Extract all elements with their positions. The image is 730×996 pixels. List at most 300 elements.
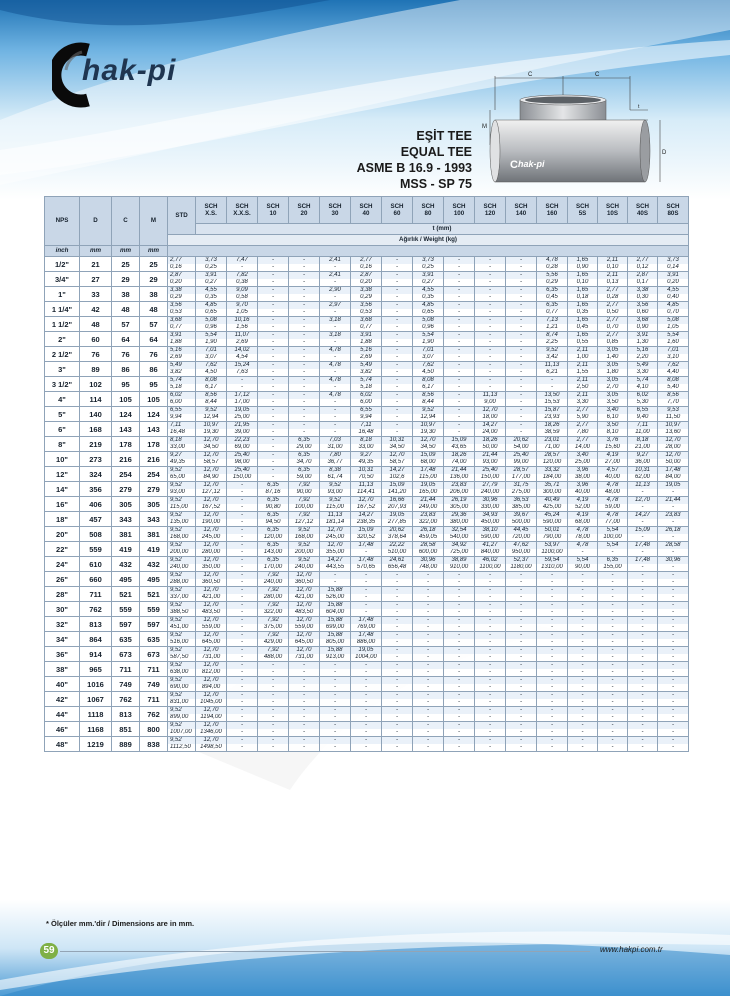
thickness-cell: 2,87 <box>628 272 658 280</box>
thickness-cell: - <box>475 677 506 685</box>
thickness-cell: 9,52 <box>168 512 196 520</box>
m-header: M <box>140 197 168 246</box>
thickness-cell: - <box>628 722 658 730</box>
weight-cell: 54,00 <box>506 444 537 452</box>
weight-cell: 1,60 <box>658 339 689 347</box>
weight-cell: 0,35 <box>413 294 444 302</box>
dim-d-label: D <box>662 150 667 156</box>
weight-cell: 0,12 <box>628 264 658 272</box>
table-row <box>45 257 689 265</box>
weight-cell: 1100,00 <box>537 549 568 557</box>
thickness-cell: 2,77 <box>168 257 196 265</box>
thickness-cell: - <box>506 287 537 295</box>
thickness-cell: - <box>568 617 598 625</box>
dim-m-label: M <box>482 124 487 130</box>
row-c: 749 <box>112 677 140 692</box>
row-d: 356 <box>80 482 112 497</box>
thickness-cell: 23,83 <box>444 482 475 490</box>
thickness-cell: - <box>537 647 568 655</box>
row-d: 168 <box>80 422 112 437</box>
thickness-cell: - <box>444 287 475 295</box>
weight-cell: - <box>382 594 413 602</box>
thickness-cell: 6,35 <box>258 497 289 505</box>
thickness-cell: 25,40 <box>475 467 506 475</box>
thickness-cell: - <box>351 602 382 610</box>
weight-cell: 21,00 <box>628 444 658 452</box>
weight-cell: - <box>537 669 568 677</box>
thickness-cell: 2,41 <box>320 257 351 265</box>
weight-cell: 559,00 <box>289 624 320 632</box>
weight-cell: 748,00 <box>413 564 444 572</box>
row-nps: 2" <box>45 332 80 347</box>
weight-cell: - <box>475 684 506 692</box>
sch-header: SCH 80 <box>413 197 444 224</box>
thickness-cell: 9,52 <box>168 722 196 730</box>
weight-cell: 0,35 <box>568 309 598 317</box>
thickness-cell: - <box>320 407 351 415</box>
weight-cell: - <box>320 309 351 317</box>
thickness-cell: 4,19 <box>568 512 598 520</box>
thickness-cell: 6,35 <box>258 542 289 550</box>
thickness-cell: - <box>475 257 506 265</box>
thickness-cell: - <box>598 617 628 625</box>
thickness-cell: - <box>413 677 444 685</box>
thickness-cell: - <box>628 692 658 700</box>
row-m: 29 <box>140 272 168 287</box>
row-c: 216 <box>112 452 140 467</box>
thickness-cell: - <box>598 677 628 685</box>
thickness-cell: - <box>658 737 689 745</box>
weight-cell: - <box>537 684 568 692</box>
weight-cell: 94,50 <box>258 519 289 527</box>
weight-cell: - <box>475 294 506 302</box>
weight-cell: - <box>382 384 413 392</box>
weight-cell: - <box>506 264 537 272</box>
weight-cell: - <box>568 714 598 722</box>
weight-cell: - <box>444 339 475 347</box>
thickness-cell: 19,05 <box>351 647 382 655</box>
table-row <box>45 497 689 505</box>
thickness-cell: 8,08 <box>196 377 227 385</box>
thickness-cell: - <box>506 677 537 685</box>
thickness-cell: 6,02 <box>628 392 658 400</box>
thickness-cell: 12,70 <box>351 497 382 505</box>
thickness-cell: - <box>628 587 658 595</box>
weight-cell: 812,00 <box>196 669 227 677</box>
thickness-cell: 27,79 <box>475 482 506 490</box>
thickness-cell: 7,92 <box>258 572 289 580</box>
weight-cell: - <box>568 654 598 662</box>
weight-cell: - <box>351 594 382 602</box>
table-row <box>45 662 689 670</box>
weight-cell: 0,28 <box>537 264 568 272</box>
title-standard: ASME B 16.9 - 1993 <box>356 161 472 175</box>
table-row <box>45 377 689 385</box>
thickness-cell: 14,27 <box>320 557 351 565</box>
weight-cell: 2,69 <box>227 339 258 347</box>
thickness-cell: - <box>444 707 475 715</box>
thickness-cell: 3,91 <box>413 272 444 280</box>
weight-cell: - <box>658 714 689 722</box>
weight-cell: 360,50 <box>289 579 320 587</box>
weight-cell: 4,50 <box>413 369 444 377</box>
weight-cell: - <box>413 639 444 647</box>
weight-cell: 245,00 <box>196 534 227 542</box>
thickness-cell: 12,70 <box>196 677 227 685</box>
table-row <box>45 632 689 640</box>
thickness-cell: 9,52 <box>168 707 196 715</box>
row-c: 279 <box>112 482 140 497</box>
thickness-cell: 20,62 <box>506 437 537 445</box>
thickness-cell: 15,09 <box>413 452 444 460</box>
weight-cell: - <box>444 579 475 587</box>
website-link[interactable]: www.hakpi.com.tr <box>600 945 663 954</box>
row-nps: 22" <box>45 542 80 557</box>
thickness-cell: 4,55 <box>658 287 689 295</box>
thickness-cell: 12,70 <box>196 722 227 730</box>
thickness-cell: 12,70 <box>196 617 227 625</box>
thickness-cell: - <box>351 677 382 685</box>
thickness-cell: - <box>444 332 475 340</box>
weight-cell: 93,00 <box>475 459 506 467</box>
weight-cell: 587,50 <box>168 654 196 662</box>
thickness-cell: 3,38 <box>628 287 658 295</box>
thickness-cell: 3,68 <box>628 317 658 325</box>
weight-cell: - <box>506 324 537 332</box>
weight-cell: - <box>289 399 320 407</box>
thickness-cell: 11,13 <box>628 482 658 490</box>
thickness-cell: 7,47 <box>227 257 258 265</box>
weight-cell: 526,00 <box>320 594 351 602</box>
row-d: 914 <box>80 647 112 662</box>
thickness-cell: - <box>506 362 537 370</box>
row-c: 254 <box>112 467 140 482</box>
thickness-cell: 6,35 <box>289 452 320 460</box>
thickness-cell: - <box>628 707 658 715</box>
row-nps: 46" <box>45 722 80 737</box>
weight-cell: 2,69 <box>168 354 196 362</box>
thickness-cell: 6,55 <box>168 407 196 415</box>
brand-name: hak-pi <box>82 54 177 87</box>
weight-cell: 0,77 <box>351 324 382 332</box>
thickness-cell: - <box>289 407 320 415</box>
thickness-cell: 34,93 <box>475 512 506 520</box>
unit-mm: mm <box>112 246 140 257</box>
row-m: 343 <box>140 512 168 527</box>
row-d: 89 <box>80 362 112 377</box>
weight-cell: - <box>444 429 475 437</box>
weight-cell: 0,27 <box>196 279 227 287</box>
weight-cell: 127,12 <box>289 519 320 527</box>
thickness-cell: 9,52 <box>320 482 351 490</box>
weight-cell: 320,52 <box>351 534 382 542</box>
thickness-cell: 25,40 <box>227 467 258 475</box>
weight-cell: 16,48 <box>168 429 196 437</box>
weight-cell: - <box>289 744 320 752</box>
thickness-cell: - <box>320 692 351 700</box>
row-d: 21 <box>80 257 112 272</box>
thickness-cell: - <box>628 617 658 625</box>
weight-cell: - <box>598 699 628 707</box>
weight-cell: - <box>258 309 289 317</box>
thickness-cell: 12,70 <box>196 527 227 535</box>
thickness-cell: - <box>351 572 382 580</box>
thickness-cell: - <box>382 662 413 670</box>
weight-cell: 70,50 <box>351 474 382 482</box>
thickness-cell: - <box>382 302 413 310</box>
row-nps: 16" <box>45 497 80 512</box>
thickness-cell: 19,05 <box>658 482 689 490</box>
thickness-cell: 6,35 <box>289 437 320 445</box>
row-m: 216 <box>140 452 168 467</box>
thickness-cell: - <box>475 332 506 340</box>
weight-cell: - <box>320 369 351 377</box>
weight-cell: - <box>568 744 598 752</box>
thickness-cell: 34,92 <box>444 542 475 550</box>
thickness-cell: 7,11 <box>628 422 658 430</box>
weight-cell: - <box>258 354 289 362</box>
thickness-cell: 7,03 <box>320 437 351 445</box>
thickness-cell: 2,11 <box>568 347 598 355</box>
row-c: 305 <box>112 497 140 512</box>
thickness-cell: 21,44 <box>658 497 689 505</box>
thickness-cell: 3,56 <box>628 302 658 310</box>
weight-cell: 805,00 <box>320 639 351 647</box>
weight-cell: - <box>658 654 689 662</box>
row-d: 457 <box>80 512 112 527</box>
thickness-cell: - <box>227 677 258 685</box>
thickness-cell: - <box>351 662 382 670</box>
weight-cell: - <box>475 324 506 332</box>
table-row <box>45 452 689 460</box>
weight-cell: 910,00 <box>444 564 475 572</box>
thickness-cell: - <box>413 737 444 745</box>
thickness-cell: 9,52 <box>168 482 196 490</box>
thickness-cell: 11,13 <box>320 512 351 520</box>
weight-cell: - <box>227 624 258 632</box>
thickness-cell: - <box>598 572 628 580</box>
thickness-cell: 5,54 <box>598 542 628 550</box>
thickness-cell: 5,74 <box>351 377 382 385</box>
weight-cell: 1004,00 <box>351 654 382 662</box>
thickness-cell: 17,12 <box>227 392 258 400</box>
weight-cell: - <box>227 684 258 692</box>
weight-cell: 443,55 <box>320 564 351 572</box>
thickness-cell: - <box>598 737 628 745</box>
thickness-cell: 32,54 <box>444 527 475 535</box>
thickness-cell: - <box>351 707 382 715</box>
weight-cell: - <box>444 264 475 272</box>
weight-cell: 16,48 <box>351 429 382 437</box>
weight-cell: - <box>382 654 413 662</box>
weight-cell: - <box>658 489 689 497</box>
thickness-cell: - <box>658 617 689 625</box>
weight-cell: - <box>227 639 258 647</box>
sch-header: SCH 160 <box>537 197 568 224</box>
thickness-cell: - <box>289 287 320 295</box>
weight-cell: - <box>506 429 537 437</box>
weight-cell: - <box>382 699 413 707</box>
weight-cell: 6,21 <box>537 369 568 377</box>
weight-cell: - <box>258 399 289 407</box>
weight-cell: - <box>506 699 537 707</box>
weight-cell: 720,00 <box>506 534 537 542</box>
weight-cell: - <box>506 414 537 422</box>
thickness-cell: - <box>289 707 320 715</box>
weight-cell: 3,82 <box>168 369 196 377</box>
thickness-cell: - <box>537 587 568 595</box>
thickness-cell: - <box>598 632 628 640</box>
thickness-cell: - <box>537 377 568 385</box>
table-row <box>45 482 689 490</box>
thickness-cell: 2,87 <box>168 272 196 280</box>
row-nps: 1/2" <box>45 257 80 272</box>
weight-cell: - <box>568 624 598 632</box>
thickness-cell: - <box>258 332 289 340</box>
weight-cell: 168,00 <box>289 534 320 542</box>
row-nps: 26" <box>45 572 80 587</box>
weight-cell: 34,70 <box>289 459 320 467</box>
thickness-cell: - <box>506 737 537 745</box>
thickness-cell: - <box>227 512 258 520</box>
row-d: 610 <box>80 557 112 572</box>
row-nps: 44" <box>45 707 80 722</box>
weight-cell: 1,05 <box>658 324 689 332</box>
weight-cell: - <box>413 609 444 617</box>
weight-cell: 12,94 <box>413 414 444 422</box>
weight-cell: 38,59 <box>537 429 568 437</box>
weight-cell: 58,57 <box>196 459 227 467</box>
thickness-cell: - <box>258 407 289 415</box>
weight-cell: 360,50 <box>196 579 227 587</box>
thickness-cell: 6,02 <box>351 392 382 400</box>
table-row <box>45 602 689 610</box>
weight-cell: - <box>258 444 289 452</box>
row-m: 64 <box>140 332 168 347</box>
row-d: 27 <box>80 272 112 287</box>
thickness-cell: 10,31 <box>351 467 382 475</box>
thickness-cell: 11,07 <box>227 332 258 340</box>
weight-cell: 1310,00 <box>537 564 568 572</box>
thickness-cell: - <box>227 557 258 565</box>
weight-cell: - <box>382 729 413 737</box>
weight-cell: 0,38 <box>227 279 258 287</box>
thickness-cell: 12,70 <box>289 632 320 640</box>
title-en: EQUAL TEE <box>400 145 472 159</box>
thickness-cell: 7,01 <box>413 347 444 355</box>
thickness-cell: 4,55 <box>196 287 227 295</box>
weight-cell: 1,88 <box>351 339 382 347</box>
thickness-cell: - <box>227 497 258 505</box>
row-m: 381 <box>140 527 168 542</box>
weight-cell: 3,82 <box>351 369 382 377</box>
table-row <box>45 467 689 475</box>
weight-cell: - <box>568 609 598 617</box>
row-c: 343 <box>112 512 140 527</box>
table-row <box>45 347 689 355</box>
thickness-cell: 12,70 <box>196 467 227 475</box>
weight-cell: 0,70 <box>658 309 689 317</box>
thickness-cell: - <box>444 392 475 400</box>
weight-cell: 731,00 <box>196 654 227 662</box>
title-mss: MSS - SP 75 <box>399 177 472 191</box>
weight-cell: 43,65 <box>444 444 475 452</box>
weight-cell: 451,00 <box>168 624 196 632</box>
thickness-cell: 9,52 <box>168 632 196 640</box>
weight-cell: - <box>598 744 628 752</box>
weight-cell: - <box>289 429 320 437</box>
weight-cell: 120,00 <box>537 459 568 467</box>
thickness-cell: 3,38 <box>351 287 382 295</box>
weight-cell: 62,00 <box>628 474 658 482</box>
thickness-cell: 7,62 <box>658 362 689 370</box>
thickness-cell: 35,71 <box>537 482 568 490</box>
thickness-cell: 9,52 <box>168 542 196 550</box>
thickness-cell: 15,09 <box>382 482 413 490</box>
weight-cell: 350,00 <box>196 564 227 572</box>
thickness-cell: - <box>537 617 568 625</box>
weight-cell: 0,90 <box>628 324 658 332</box>
thickness-cell: - <box>382 572 413 580</box>
weight-cell: 0,85 <box>598 339 628 347</box>
thickness-cell: 7,80 <box>320 452 351 460</box>
weight-cell: - <box>506 729 537 737</box>
thickness-cell: 9,52 <box>168 662 196 670</box>
weight-cell: - <box>506 384 537 392</box>
thickness-cell: - <box>413 722 444 730</box>
weight-cell: 25,00 <box>227 414 258 422</box>
row-d: 1219 <box>80 737 112 752</box>
thickness-cell: - <box>628 677 658 685</box>
thickness-cell: - <box>382 632 413 640</box>
weight-cell: 5,90 <box>568 414 598 422</box>
thickness-cell: - <box>258 467 289 475</box>
row-d: 508 <box>80 527 112 542</box>
weight-cell: 1,88 <box>168 339 196 347</box>
weight-cell: 950,00 <box>506 549 537 557</box>
thickness-cell: 1,65 <box>568 287 598 295</box>
weight-cell: 459,05 <box>413 534 444 542</box>
row-nps: 14" <box>45 482 80 497</box>
weight-cell: 3,30 <box>628 369 658 377</box>
weight-cell: - <box>506 354 537 362</box>
weight-cell: - <box>598 579 628 587</box>
weight-cell: 500,00 <box>506 519 537 527</box>
weight-cell: 100,00 <box>289 504 320 512</box>
weight-cell: 790,00 <box>537 534 568 542</box>
weight-cell: 150,00 <box>475 474 506 482</box>
thickness-cell: - <box>506 572 537 580</box>
thickness-cell: - <box>227 527 258 535</box>
thickness-cell: - <box>506 392 537 400</box>
thickness-cell: - <box>475 287 506 295</box>
weight-cell: - <box>258 684 289 692</box>
weight-cell: 6,17 <box>196 384 227 392</box>
weight-cell: - <box>382 264 413 272</box>
weight-cell: - <box>320 399 351 407</box>
thickness-cell: 3,68 <box>168 317 196 325</box>
thickness-cell: 19,05 <box>382 512 413 520</box>
weight-cell: 0,27 <box>413 279 444 287</box>
thickness-cell: 6,35 <box>537 302 568 310</box>
thickness-cell: 26,18 <box>413 527 444 535</box>
thickness-cell: - <box>258 347 289 355</box>
thickness-cell: - <box>475 662 506 670</box>
thickness-cell: 14,27 <box>382 467 413 475</box>
thickness-cell: 45,24 <box>537 512 568 520</box>
thickness-cell: - <box>289 722 320 730</box>
row-c: 597 <box>112 617 140 632</box>
